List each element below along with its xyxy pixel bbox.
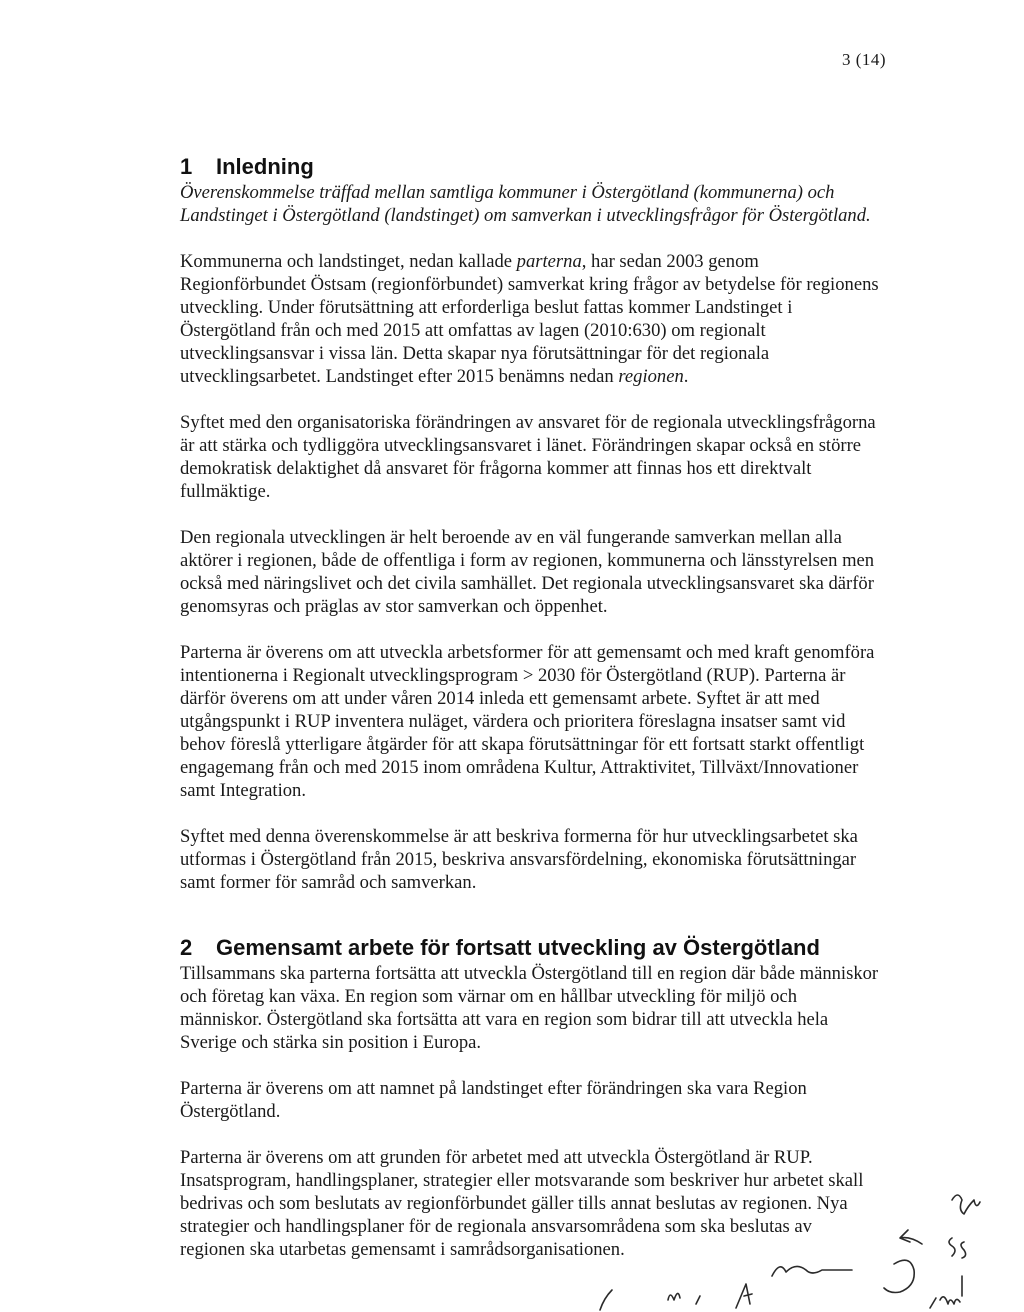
- initials-mark-3: [949, 1238, 966, 1258]
- section-2-paragraph-1: Tillsammans ska parterna fortsätta att utveckla Östergötland till en region där både människor och företag kan växa. En region som värnar om en hållbar utveckling för miljö och människor. Östergötland ska fortsätta att vara en region som bidrar till att utveckla hela Sverige och stärka sin position i Europa.: [180, 963, 879, 1053]
- document-body: [180, 153, 900, 1261]
- p1-em-parterna: parterna: [516, 251, 582, 272]
- handwritten-initials: [560, 1180, 1024, 1312]
- initials-mark-9: [930, 1297, 960, 1308]
- section-2-paragraph-3: Parterna är överens om att grunden för arbetet med att utveckla Östergötland är RUP. Insatsprogram, handlingsplaner, strategier eller motsvarande som beskriver hur arbetet skall bedrivas och som beslutats av regionförbundet gäller tills annat beslutas av regionen. Nya strategier och handlingsplaner för de regionala ansvarsområdena som ska beslutas av regionen ska utarbetas gemensamt i samrådsorganisationen.: [180, 1147, 864, 1260]
- p1-text-c: .: [683, 366, 689, 387]
- section-1-subtitle: Överenskommelse träffad mellan samtliga kommuner i Östergötland (kommunerna) och Landstinget i Östergötland (landstinget) om samverkan i utvecklingsfrågor för Östergötland.: [180, 182, 871, 226]
- section-1-paragraph-5: Syftet med denna överenskommelse är att beskriva formerna för hur utvecklingsarbetet ska utformas i Östergötland från 2015, beskriva ansvarsfördelning, ekonomiska förutsättningar samt former för samråd och samverkan.: [180, 826, 858, 893]
- page-number: 3 (14): [842, 50, 887, 69]
- initials-mark-5: [884, 1260, 914, 1292]
- section-2-paragraph-2: Parterna är överens om att namnet på landstinget efter förändringen ska vara Region Östergötland.: [180, 1078, 807, 1122]
- section-2-title: Gemensamt arbete för fortsatt utveckling av Östergötland: [216, 935, 820, 960]
- section-1-number: 1: [180, 154, 193, 179]
- initials-mark-8: [736, 1284, 752, 1308]
- initials-mark-4: [772, 1266, 852, 1276]
- initials-mark-1: [952, 1195, 980, 1214]
- initials-mark-7: [668, 1293, 700, 1304]
- section-1-paragraph-4: Parterna är överens om att utveckla arbetsformer för att gemensamt och med kraft genomföra intentionerna i Regionalt utvecklingsprogram > 2030 för Östergötland (RUP). Parterna är därför överens om att under våren 2014 inleda ett gemensamt arbete. Syftet är att med utgångspunkt i RUP inventera nuläget, värdera och prioritera föreslagna insatser samt vid behov föreslå ytterligare åtgärder för att skapa förutsättningar för ett fortsatt starkt offentligt engagemang från och med 2015 inom områdena Kultur, Attraktivitet, Tillväxt/Innovationer samt Integration.: [180, 642, 875, 801]
- section-1-title: Inledning: [216, 154, 314, 179]
- section-1-heading: [180, 153, 900, 181]
- section-1-paragraph-1: [180, 250, 880, 388]
- p1-text-b: , har sedan 2003 genom Regionförbundet Östsam (regionförbundet) samverkat kring frågor av betydelse för regionens utveckling. Under förutsättning att erforderliga beslut fattas kommer Landstinget i Östergötland från och med 2015 att omfattas av lagen (2010:630) om regionalt utvecklingsansvar i vissa län. Detta skapar nya förutsättningar för det regionala utvecklingsarbetet. Landstinget efter 2015 benämns nedan: [180, 251, 879, 387]
- section-1-paragraph-2: Syftet med den organisatoriska förändringen av ansvaret för de regionala utvecklingsfrågorna är att stärka och tydliggöra utvecklingsansvaret i länet. Förändringen skapar också en större demokratisk delaktighet då ansvaret för frågorna kommer att finnas hos ett direktvalt fullmäktige.: [180, 412, 876, 502]
- section-1-paragraph-3: Den regionala utvecklingen är helt beroende av en väl fungerande samverkan mellan alla aktörer i regionen, både de offentliga i form av regionen, kommunerna och länsstyrelsen men också med näringslivet och det civila samhället. Det regionala utvecklingsansvaret ska därför genomsyras och präglas av stor samverkan och öppenhet.: [180, 527, 875, 617]
- p1-em-regionen: regionen: [618, 366, 684, 387]
- section-2-heading: [180, 934, 900, 962]
- initials-mark-2: [900, 1230, 922, 1244]
- p1-text-a: Kommunerna och landstinget, nedan kallade: [180, 251, 517, 272]
- section-2-number: 2: [180, 935, 193, 960]
- initials-mark-6: [600, 1290, 612, 1310]
